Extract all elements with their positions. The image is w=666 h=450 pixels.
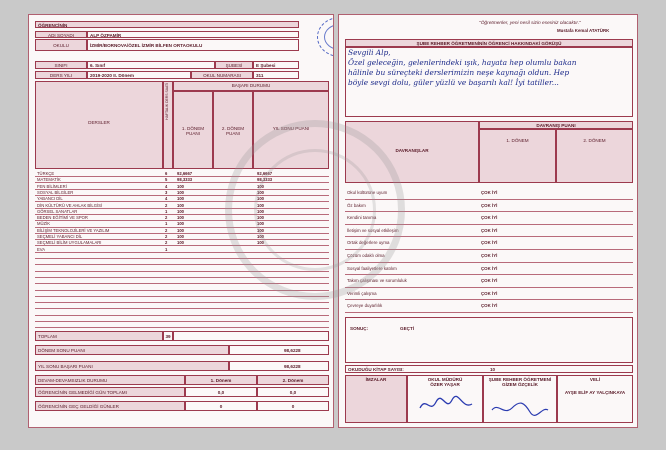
report-card-right-page: [338, 14, 638, 428]
course-hours: 1: [165, 221, 168, 227]
grade-row: [35, 228, 329, 234]
behavior-row: [345, 212, 633, 225]
behavior-row: [345, 225, 633, 238]
course-term1: 100: [177, 183, 184, 189]
grade-row: [35, 247, 329, 253]
course-term1: 100: [177, 202, 184, 208]
books-value: 10: [490, 367, 496, 372]
grade-row: [35, 209, 329, 215]
result-label: SONUÇ:: [350, 326, 369, 331]
grade-row: [35, 177, 329, 183]
teacher-label: ŞUBE REHBER ÖĞRETMENİ: [488, 377, 552, 382]
principal-signature-icon: [416, 394, 476, 416]
behavior-term1: ÇOK İYİ: [481, 253, 498, 258]
behavior-row: [345, 237, 633, 250]
ataturk-quote: "Öğretmenler, yeni nesil sizin eseriniz olacaktır.": [479, 21, 581, 26]
course-hours: 2: [165, 202, 168, 208]
course-hours: 1: [165, 208, 168, 214]
course-term1: 100: [177, 234, 184, 239]
course-term1: 92,6667: [177, 171, 193, 176]
teacher-name: GİZEM ÖZÇELİK: [502, 382, 538, 388]
behavior-row: [345, 263, 633, 276]
course-year: 92,6667: [257, 171, 273, 176]
year-avg-label: YIL SONU BAŞARI PUANI: [35, 361, 229, 371]
course-year: 100: [257, 227, 264, 233]
empty-grade-row: [35, 278, 329, 284]
late-term2: 0: [257, 401, 329, 411]
behavior-row: [345, 200, 633, 213]
name-label: ADI SOYADI: [35, 31, 87, 38]
behavior-name: Kendini tanıma: [347, 215, 377, 221]
course-year: 100: [257, 202, 264, 208]
course-term1: 100: [177, 196, 184, 202]
grade-row: [35, 171, 329, 177]
principal-label: OKUL MÜDÜRÜ: [427, 377, 463, 382]
grade-row: [35, 190, 329, 196]
late-label: ÖĞRENCİNİN GEÇ GELDİĞİ GÜNLER: [35, 401, 185, 411]
excused-label: ÖĞRENCİNİN GELMEDİĞİ GÜN TOPLAMI: [35, 387, 185, 397]
parent-name: AYŞE ELİF AY YALÇINKAYA: [564, 390, 626, 396]
behavior-term1: ÇOK İYİ: [481, 240, 498, 246]
excused-term2: 0,0: [257, 387, 329, 397]
parent-label: VELİ: [589, 377, 601, 382]
behavior-row: [345, 288, 633, 301]
behavior-name: Çevreye duyarlılık: [347, 303, 383, 309]
course-hours: 3: [165, 189, 168, 195]
student-section-title: ÖĞRENCİNİN: [35, 21, 299, 28]
course-hours: 1: [165, 246, 168, 252]
empty-grade-row: [35, 253, 329, 259]
books-label: OKUDUĞU KİTAP SAYISI:: [348, 367, 404, 372]
behavior-name: Çözüm odaklı olma: [347, 253, 385, 258]
behavior-row: [345, 275, 633, 288]
behavior-row: [345, 300, 633, 313]
empty-grade-row: [35, 272, 329, 278]
behavior-term1: ÇOK İYİ: [481, 278, 498, 284]
parent-box: [557, 375, 633, 423]
behavior-name: Verimli çalışma: [347, 290, 377, 296]
total-label: TOPLAM: [35, 331, 163, 341]
grade-row: [35, 234, 329, 240]
empty-grade-row: [35, 259, 329, 265]
result-box: [345, 317, 633, 363]
year-avg-value: 98,6228: [229, 361, 329, 371]
principal-name: ÖZER YAŞAR: [430, 382, 460, 388]
books-row: [345, 365, 633, 373]
course-year: 100: [257, 196, 264, 202]
principal-box: [407, 375, 483, 423]
behavior-name: Sosyal faaliyetlere katılım: [347, 265, 397, 271]
teacher-signature-icon: [490, 398, 550, 420]
course-year: 100: [257, 234, 264, 239]
course-term1: 100: [177, 189, 184, 195]
student-name: ALP ÖZPAMİR: [87, 31, 299, 38]
year-value: 2019-2020 II. Dönem: [87, 71, 191, 79]
school-label: OKULU: [35, 39, 87, 51]
quote-author: Mustafa Kemal ATATÜRK: [557, 28, 610, 33]
behavior-name: Okul kültürüne uyum: [347, 190, 388, 195]
course-hours: 4: [165, 196, 168, 202]
number-value: 311: [253, 71, 299, 79]
total-value: 39: [163, 331, 173, 341]
course-name: BEDEN EĞİTİMİ VE SPOR: [37, 215, 88, 221]
year-end-header: YIL SONU PUANI: [253, 91, 329, 169]
empty-grade-row: [35, 291, 329, 297]
term-avg-label: DÖNEM SONU PUANI: [35, 345, 229, 355]
course-name: BİLİŞİM TEKNOLOJİLERİ VE YAZILIM: [37, 227, 110, 233]
branch-value: E Şubesi: [253, 61, 299, 69]
course-hours: 5: [165, 177, 168, 183]
attendance-term1: 1. Dönem: [185, 375, 257, 385]
attendance-label: DEVAM-DEVAMSIZLIK DURUMU: [35, 375, 185, 385]
behavior-name: Ortak değerlere uyma: [347, 240, 390, 246]
course-hours: 4: [165, 183, 168, 189]
course-hours: 6: [165, 171, 168, 176]
behavior-name: Öz bakım: [347, 202, 366, 208]
course-name: SEÇMELİ YABANCI DİL: [37, 234, 83, 239]
teacher-comment-box: [345, 47, 633, 117]
behavior-name: Takım çalışması ve sorumluluk: [347, 278, 407, 284]
class-value: 6. Sınıf: [87, 61, 215, 69]
course-name: YABANCI DİL: [37, 196, 63, 202]
course-name: SOSYAL BİLGİLER: [37, 189, 74, 195]
behavior-row: [345, 250, 633, 263]
course-hours: 2: [165, 215, 168, 221]
course-name: SEÇMELİ BİLİM UYGULAMALARI: [37, 240, 102, 246]
success-header: BAŞARI DURUMU: [173, 81, 329, 91]
behavior-score-header: DAVRANIŞ PUANI: [479, 121, 633, 129]
empty-grade-row: [35, 284, 329, 290]
number-label: OKUL NUMARASI: [191, 71, 253, 79]
course-name: MATEMATİK: [37, 177, 61, 183]
course-term1: 100: [177, 215, 184, 221]
behavior-term1: ÇOK İYİ: [481, 265, 498, 271]
branch-label: ŞUBESİ: [215, 61, 253, 69]
behaviors-header: DAVRANIŞLAR: [345, 121, 479, 183]
course-term1: 100: [177, 221, 184, 227]
empty-grade-row: [35, 322, 329, 328]
course-name: FEN BİLİMLERİ: [37, 183, 67, 189]
empty-grade-row: [35, 297, 329, 303]
grade-row: [35, 240, 329, 246]
teacher-box: [483, 375, 557, 423]
term-avg-value: 98,6228: [229, 345, 329, 355]
empty-grade-row: [35, 310, 329, 316]
signatures-label: İMZALAR: [345, 375, 407, 423]
school-name: İZMİR/BORNOVA/ÖZEL İZMİR BİLFEN ORTAOKULU: [87, 39, 299, 51]
weekly-hours-text: HAFTALIK DERS SAATİ: [165, 83, 170, 120]
total-empty: [173, 331, 329, 341]
course-year: 100: [257, 221, 264, 227]
comment-line-1: Sevgili Alp,: [348, 48, 391, 57]
attendance-term2: 2. Dönem: [257, 375, 329, 385]
course-hours: 2: [165, 240, 168, 246]
behavior-term2-header: 2. DÖNEM: [556, 129, 633, 183]
class-label: SINIFI: [35, 61, 87, 69]
term1-header: 1. DÖNEM PUANI: [173, 91, 213, 169]
report-card-left-page: [28, 14, 334, 428]
course-year: 98,3333: [257, 177, 273, 183]
weekly-hours-header: [163, 81, 173, 169]
grade-row: [35, 221, 329, 227]
behavior-name: İletişim ve sosyal etkileşim: [347, 227, 399, 233]
grade-row: [35, 203, 329, 209]
course-hours: 2: [165, 234, 168, 239]
excused-term1: 0,0: [185, 387, 257, 397]
comment-line-2: Özel geleceğin, gelenlerindeki ışık, hayata hep olumlu bakan: [348, 58, 577, 67]
course-term1: 98,3333: [177, 177, 193, 183]
behavior-term1: ÇOK İYİ: [481, 202, 498, 208]
course-year: 100: [257, 183, 264, 189]
grade-row: [35, 196, 329, 202]
course-year: 100: [257, 189, 264, 195]
teacher-view-title: ŞUBE REHBER ÖĞRETMENİNİN ÖĞRENCİ HAKKINDAKİ GÖRÜŞÜ: [345, 39, 633, 47]
grade-row: [35, 215, 329, 221]
course-name: DİN KÜLTÜRÜ VE AHLAK BİLGİSİ: [37, 202, 103, 208]
behavior-row: [345, 187, 633, 200]
course-term1: 100: [177, 240, 184, 246]
behavior-term1: ÇOK İYİ: [481, 290, 498, 296]
comment-line-3: hâlinle bu süreçteki derslerimizin neşe kaynağı oldun. Hep: [348, 68, 570, 77]
behavior-term1: ÇOK İYİ: [481, 303, 498, 309]
term2-header: 2. DÖNEM PUANI: [213, 91, 253, 169]
course-term1: 100: [177, 227, 184, 233]
course-name: MÜZİK: [37, 221, 51, 227]
behavior-term1: ÇOK İYİ: [481, 227, 498, 233]
behavior-term1: ÇOK İYİ: [481, 190, 498, 195]
empty-grade-row: [35, 303, 329, 309]
course-hours: 2: [165, 227, 168, 233]
course-name: EVA: [37, 246, 46, 252]
course-year: 100: [257, 208, 264, 214]
courses-header: DERSLER: [35, 81, 163, 169]
empty-grade-row: [35, 266, 329, 272]
course-year: 100: [257, 240, 264, 246]
result-value: GEÇTİ: [400, 326, 415, 331]
course-year: 100: [257, 215, 264, 221]
grade-row: [35, 184, 329, 190]
behavior-term1: ÇOK İYİ: [481, 215, 498, 221]
behavior-term1-header: 1. DÖNEM: [479, 129, 556, 183]
year-label: DERS YILI: [35, 71, 87, 79]
course-name: TÜRKÇE: [37, 171, 55, 176]
course-term1: 100: [177, 208, 184, 214]
empty-grade-row: [35, 316, 329, 322]
late-term1: 0: [185, 401, 257, 411]
comment-line-4: böyle sevgi dolu, güler yüzlü ve başarılı kal! İyi tatiller...: [348, 78, 559, 87]
course-name: GÖRSEL SANATLAR: [37, 208, 78, 214]
